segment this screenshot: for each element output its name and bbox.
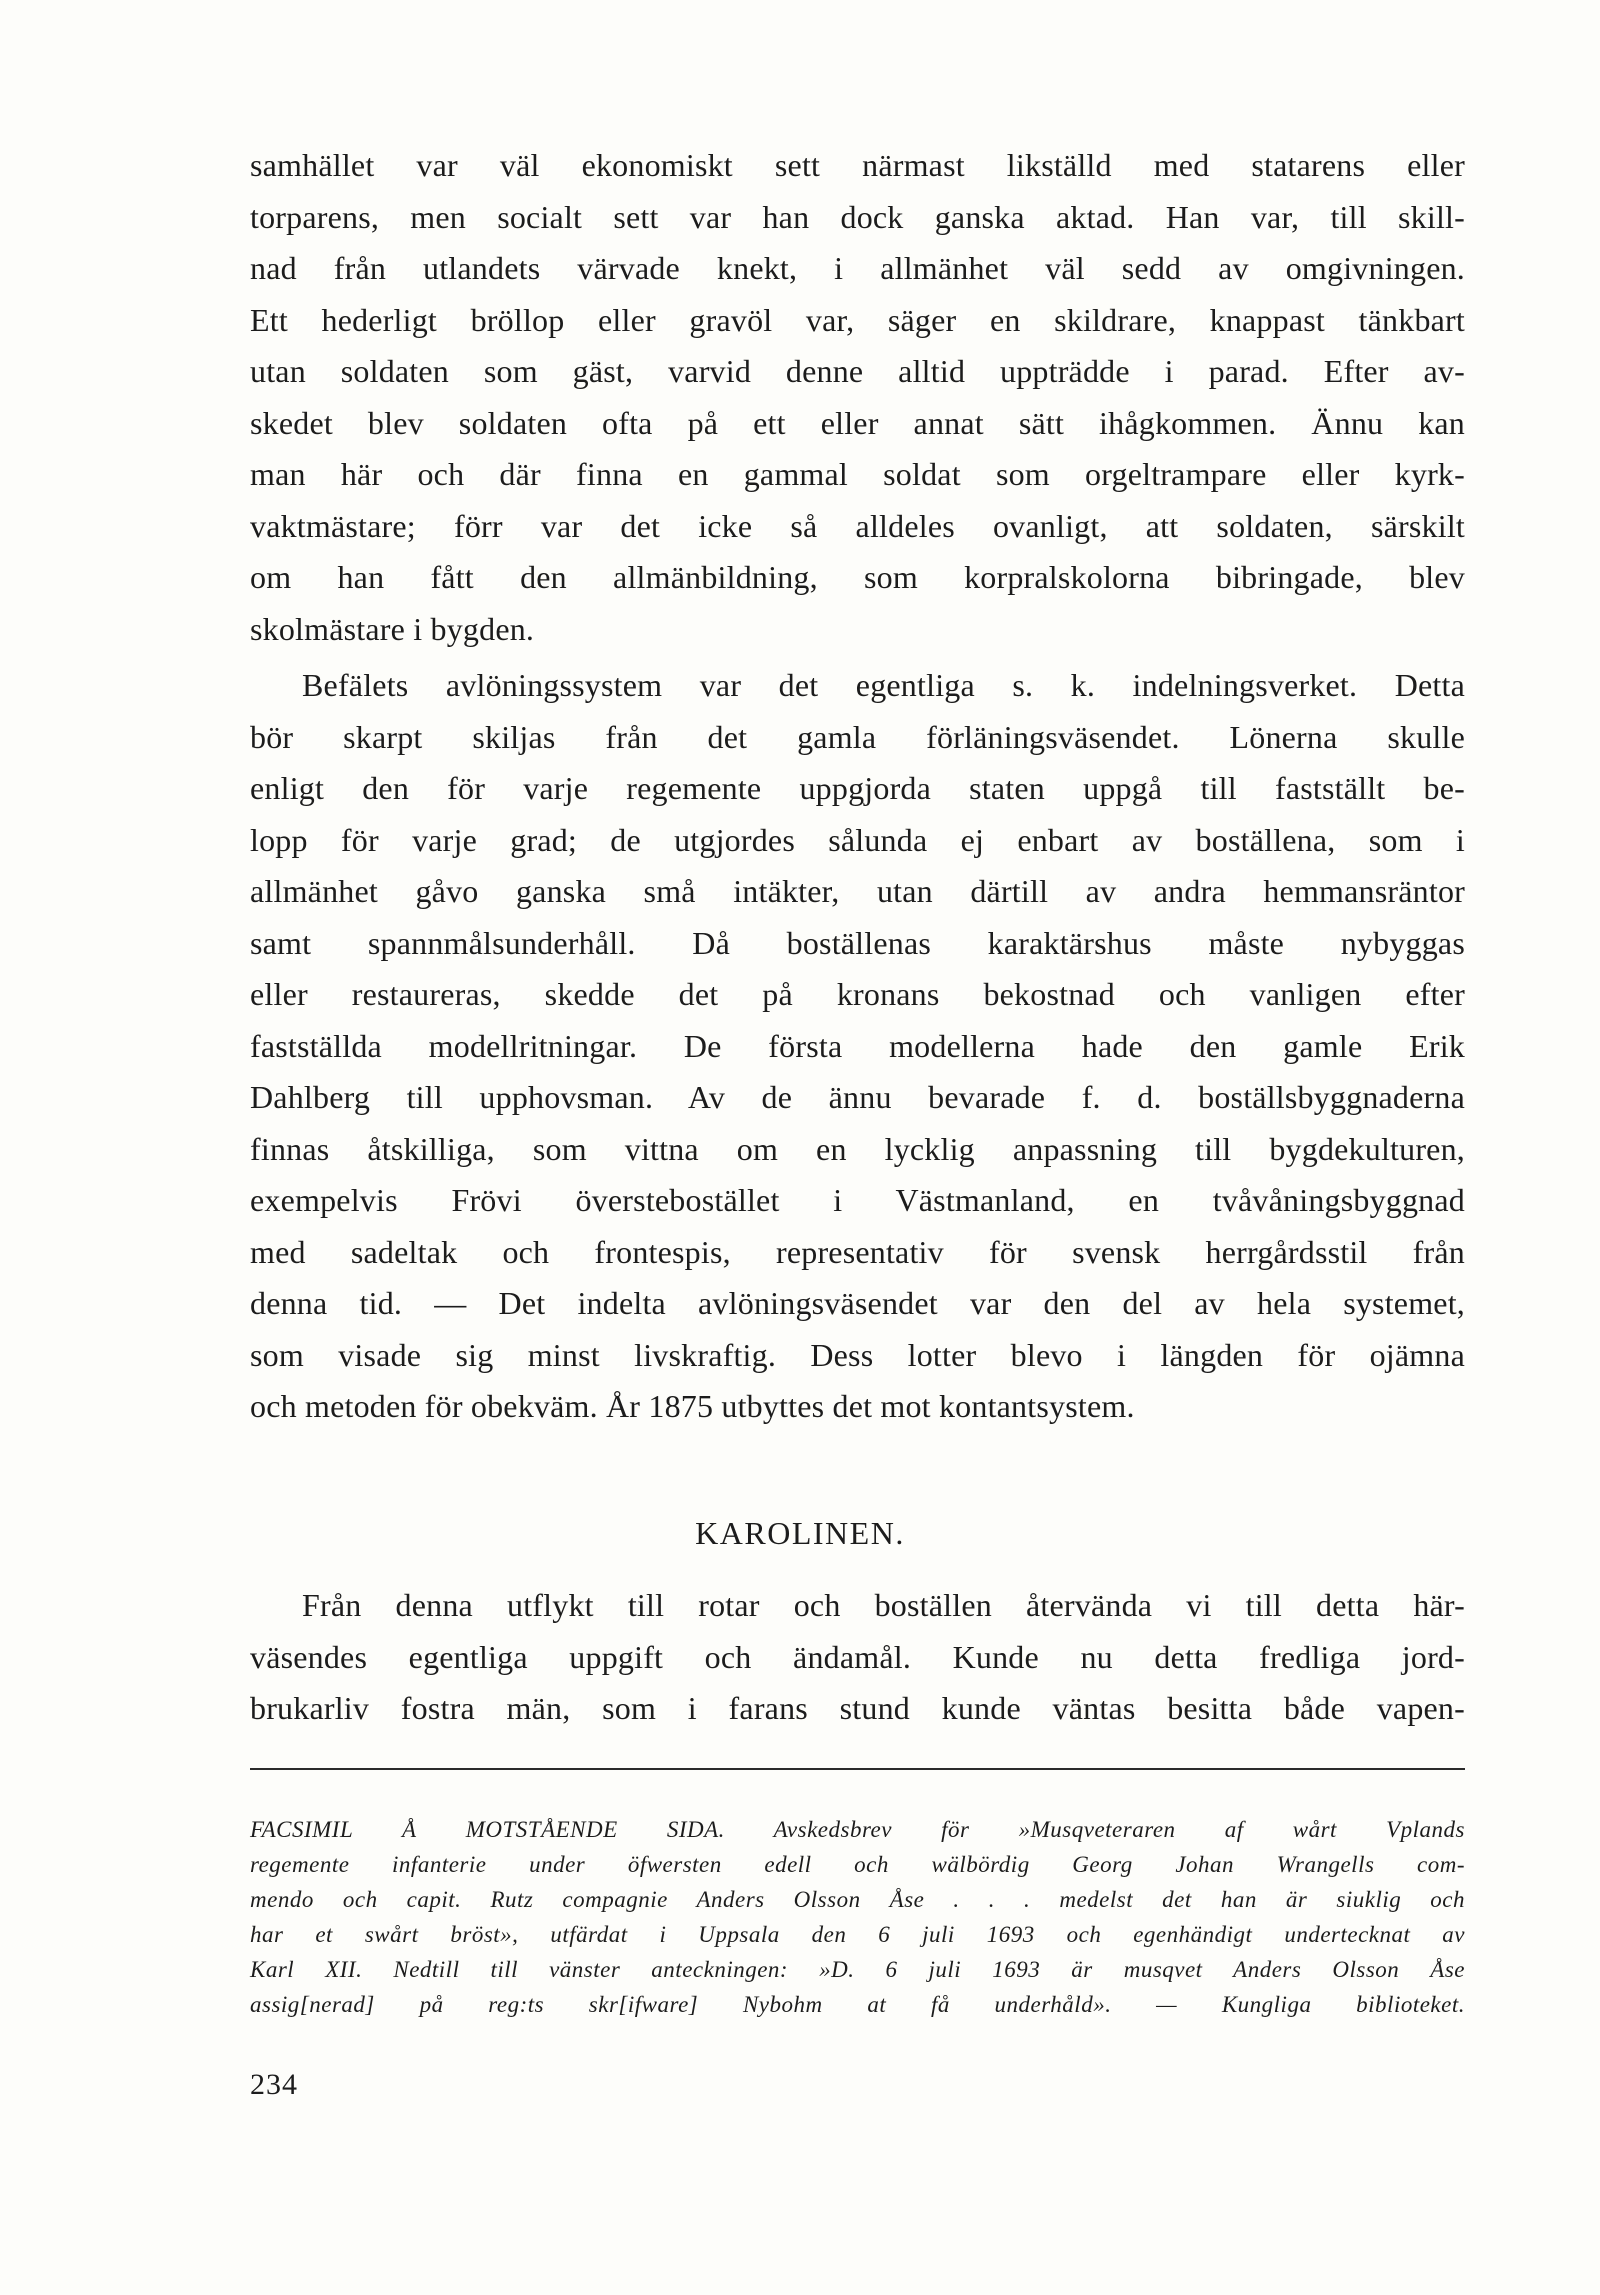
text-line: Dahlberg till upphovsman. Av de ännu bevarade f. d. boställsbyggnaderna <box>250 1079 1465 1115</box>
text-line: finnas åtskilliga, som vittna om en lycklig anpassning till bygdekulturen, <box>250 1130 1465 1167</box>
text-line: torparens, men socialt sett var han dock ganska aktad. Han var, till skill- <box>250 198 1465 235</box>
text-line: lopp för varje grad; de utgjordes sålunda ej enbart av boställena, som i <box>250 821 1465 858</box>
text-line: skedet blev soldaten ofta på ett eller annat sätt ihågkommen. Ännu kan <box>250 404 1465 441</box>
text-line: fastställda modellritningar. De första modellerna hade den gamle Erik <box>250 1027 1465 1064</box>
text-line: exempelvis Frövi överstebostället i Västmanland, en tvåvåningsbyggnad <box>250 1182 1465 1218</box>
text-line: väsendes egentliga uppgift och ändamål. Kunde nu detta fredliga jord- <box>250 1638 1465 1675</box>
text-line: och metoden för obekväm. År 1875 utbyttes det mot kontantsystem. <box>250 1388 1135 1424</box>
text-line: som visade sig minst livskraftig. Dess lotter blevo i längden för ojämna <box>250 1336 1465 1373</box>
text-line: Från denna utflykt till rotar och boställen återvända vi till detta här- <box>302 1587 1465 1623</box>
text-line: med sadeltak och frontespis, representativ för svensk herrgårdsstil från <box>250 1233 1465 1270</box>
text-line: Befälets avlöningssystem var det egentliga s. k. indelningsverket. Detta <box>302 667 1465 703</box>
text-line: utan soldaten som gäst, varvid denne alltid uppträdde i parad. Efter av- <box>250 353 1465 389</box>
text-line: allmänhet gåvo ganska små intäkter, utan därtill av andra hemmansräntor <box>250 873 1465 909</box>
text-line: samhället var väl ekonomiskt sett närmast likställd med statarens eller <box>250 147 1465 183</box>
text-line: man här och där finna en gammal soldat som orgeltrampare eller kyrk- <box>250 456 1465 492</box>
footnote-caption <box>250 1812 1465 2022</box>
text-line: om han fått den allmänbildning, som korpralskolorna bibringade, blev <box>250 559 1465 595</box>
text-line: skolmästare i bygden. <box>250 610 535 647</box>
footnote-line: Karl XII. Nedtill till vänster anteckningen: »D. 6 juli 1693 är musqvet Anders Olsson Åse <box>250 1957 1465 1982</box>
footnote-line: regemente infanterie under öfwersten edell och wälbördig Georg Johan Wrangells com- <box>250 1852 1465 1877</box>
text-line: eller restaureras, skedde det på kronans bekostnad och vanligen efter <box>250 976 1465 1012</box>
paragraph-2 <box>250 660 1465 1433</box>
text-line: vaktmästare; förr var det icke så alldeles ovanligt, att soldaten, särskilt <box>250 507 1465 544</box>
section-heading: KAROLINEN. <box>695 1515 905 1551</box>
text-line: enligt den för varje regemente uppgjorda staten uppgå till fastställt be- <box>250 770 1465 806</box>
text-line: bör skarpt skiljas från det gamla förläningsväsendet. Lönerna skulle <box>250 718 1465 755</box>
text-line: denna tid. — Det indelta avlöningsväsendet var den del av hela systemet, <box>250 1285 1465 1321</box>
text-line: samt spannmålsunderhåll. Då boställenas karaktärshus måste nybyggas <box>250 924 1465 961</box>
page-number: 234 <box>250 2068 298 2101</box>
footnote-divider <box>250 1768 1465 1770</box>
text-line: brukarliv fostra män, som i farans stund kunde väntas besitta både vapen- <box>250 1690 1465 1726</box>
footnote-line: mendo och capit. Rutz compagnie Anders Olsson Åse . . . medelst det han är siuklig och <box>250 1887 1465 1912</box>
footnote-line: har et swårt bröst», utfärdat i Uppsala den 6 juli 1693 och egenhändigt undertecknat av <box>250 1922 1465 1947</box>
footnote-line: FACSIMIL Å MOTSTÅENDE SIDA. Avskedsbrev för »Musqveteraren af wårt Vplands <box>250 1817 1465 1842</box>
paragraph-1 <box>250 140 1465 655</box>
paragraph-3 <box>250 1580 1465 1735</box>
text-line: nad från utlandets värvade knekt, i allmänhet väl sedd av omgivningen. <box>250 250 1465 286</box>
footnote-line: assig[nerad] på reg:ts skr[ifware] Nybohm at få underhåld». — Kungliga biblioteket. <box>250 1992 1465 2017</box>
text-line: Ett hederligt bröllop eller gravöl var, säger en skildrare, knappast tänkbart <box>250 301 1465 338</box>
